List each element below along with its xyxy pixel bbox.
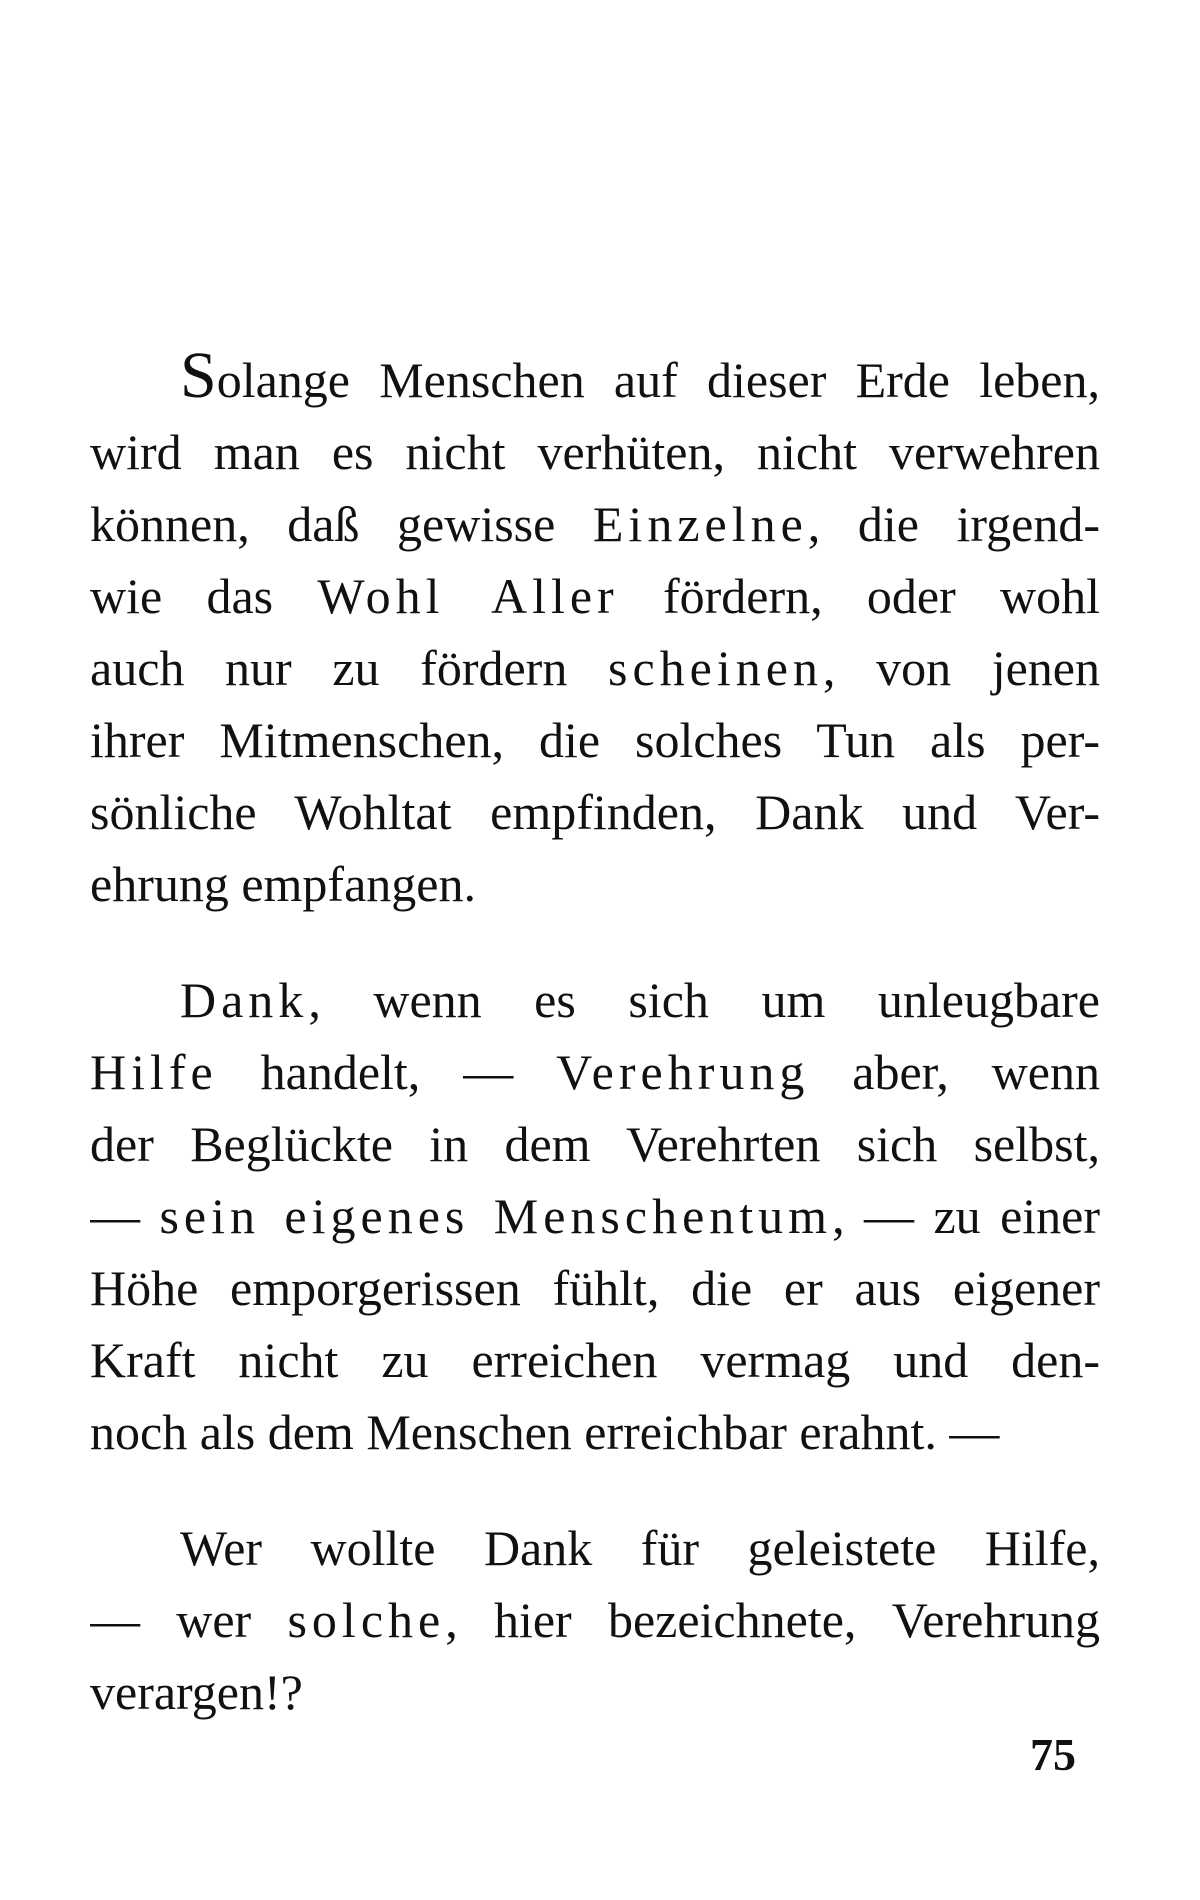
text-line	[90, 340, 1100, 416]
text-line	[90, 488, 1100, 560]
text-line	[90, 1036, 1100, 1108]
text-line	[90, 1656, 1100, 1728]
body-text	[90, 340, 1100, 1772]
emphasis-text: Dank	[180, 972, 309, 1028]
line-text: können, daß gewisse	[90, 496, 593, 552]
line-text: Höhe emporgerissen fühlt, die er aus eigener	[90, 1260, 1100, 1316]
line-text: handelt, —	[217, 1044, 557, 1100]
text-line	[90, 1108, 1100, 1180]
emphasis-text: Einzelne	[592, 496, 808, 552]
emphasis-text: solche	[287, 1592, 446, 1648]
line-text: —	[90, 1188, 160, 1244]
text-line	[90, 964, 1100, 1036]
text-line	[90, 1324, 1100, 1396]
line-text: wie das	[90, 568, 318, 624]
initial-letter: S	[180, 340, 217, 412]
text-line	[90, 1584, 1100, 1656]
text-line	[90, 1396, 1100, 1468]
line-text: — wer	[90, 1592, 288, 1648]
text-line	[90, 848, 1100, 920]
text-line	[90, 704, 1100, 776]
text-line	[90, 632, 1100, 704]
line-text: verargen!?	[90, 1664, 303, 1720]
text-line	[90, 1512, 1100, 1584]
emphasis-text: scheinen	[607, 640, 823, 696]
line-text: Wer wollte Dank für geleistete Hilfe,	[180, 1520, 1100, 1576]
emphasis-text: Verehrung	[556, 1044, 810, 1100]
paragraph-2	[90, 964, 1100, 1468]
line-text: , die irgend-	[807, 496, 1100, 552]
line-text: sönliche Wohltat empfinden, Dank und Ver-	[90, 784, 1100, 840]
line-text: , von jenen	[822, 640, 1100, 696]
text-line	[90, 1252, 1100, 1324]
text-line	[90, 776, 1100, 848]
emphasis-text: Hilfe	[90, 1044, 218, 1100]
line-text: wird man es nicht verhüten, nicht verwehren	[90, 424, 1100, 480]
emphasis-text: Wohl Aller	[317, 568, 619, 624]
text-line	[90, 1180, 1100, 1252]
text-line	[90, 416, 1100, 488]
line-text: noch als dem Menschen erreichbar erahnt. —	[90, 1404, 1000, 1460]
page-number: 75	[1030, 1729, 1076, 1780]
paragraph-3	[90, 1512, 1100, 1728]
line-text: ihrer Mitmenschen, die solches Tun als per-	[90, 712, 1100, 768]
line-text: , wenn es sich um unleugbare	[308, 972, 1100, 1028]
line-text: ehrung empfangen.	[90, 856, 476, 912]
line-text: , hier bezeichnete, Verehrung	[445, 1592, 1100, 1648]
line-text: der Beglückte in dem Verehrten sich selbst,	[90, 1116, 1100, 1172]
emphasis-text: sein eigenes Menschentum	[159, 1188, 833, 1244]
line-text: aber, wenn	[809, 1044, 1100, 1100]
text-line	[90, 560, 1100, 632]
line-text: , — zu einer	[832, 1188, 1100, 1244]
paragraph-1	[90, 340, 1100, 920]
line-text: olange Menschen auf dieser Erde leben,	[216, 352, 1100, 408]
line-text: Kraft nicht zu erreichen vermag und den-	[90, 1332, 1100, 1388]
line-text: fördern, oder wohl	[618, 568, 1100, 624]
line-text: auch nur zu fördern	[90, 640, 608, 696]
